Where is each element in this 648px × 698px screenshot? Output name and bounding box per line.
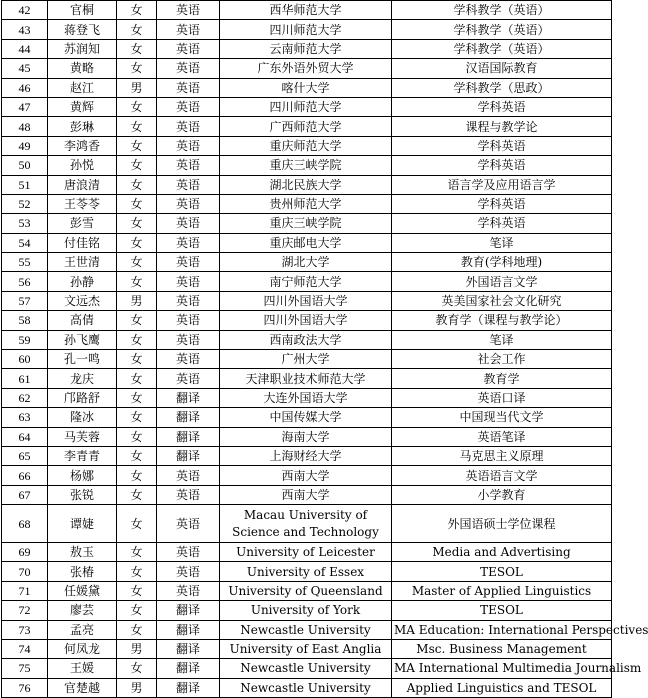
major-cell: 马克思主义原理 bbox=[392, 446, 612, 465]
subject-cell: 英语 bbox=[157, 78, 220, 97]
subject-cell: 英语 bbox=[157, 97, 220, 116]
gender-cell: 女 bbox=[117, 350, 157, 369]
row-number-cell: 58 bbox=[2, 311, 48, 330]
major-cell: 外国语言文学 bbox=[392, 272, 612, 291]
school-cell: 重庆师范大学 bbox=[220, 136, 392, 155]
name-cell: 王媛 bbox=[48, 659, 117, 678]
name-cell: 彭雪 bbox=[48, 214, 117, 233]
name-cell: 马芙蓉 bbox=[48, 427, 117, 446]
major-cell: MA International Multimedia Journalism bbox=[392, 659, 612, 678]
school-cell: 四川外国语大学 bbox=[220, 291, 392, 310]
row-number-cell: 72 bbox=[2, 601, 48, 620]
subject-cell: 英语 bbox=[157, 136, 220, 155]
subject-cell: 英语 bbox=[157, 485, 220, 504]
gender-cell: 女 bbox=[117, 253, 157, 272]
school-cell: 海南大学 bbox=[220, 427, 392, 446]
table-row bbox=[2, 272, 612, 291]
name-cell: 廖芸 bbox=[48, 601, 117, 620]
subject-cell: 英语 bbox=[157, 233, 220, 252]
major-cell: 笔译 bbox=[392, 330, 612, 349]
school-cell bbox=[220, 505, 392, 543]
school-cell: 西南政法大学 bbox=[220, 330, 392, 349]
table-row bbox=[2, 59, 612, 78]
table-row bbox=[2, 678, 612, 697]
row-number-cell: 54 bbox=[2, 233, 48, 252]
school-cell: University of Queensland bbox=[220, 581, 392, 600]
major-cell: Applied Linguistics and TESOL bbox=[392, 678, 612, 697]
major-cell: 学科英语 bbox=[392, 136, 612, 155]
school-cell: 上海财经大学 bbox=[220, 446, 392, 465]
row-number-cell: 50 bbox=[2, 156, 48, 175]
subject-cell: 英语 bbox=[157, 291, 220, 310]
subject-cell: 英语 bbox=[157, 581, 220, 600]
name-cell: 孙悦 bbox=[48, 156, 117, 175]
school-cell: 中国传媒大学 bbox=[220, 408, 392, 427]
row-number-cell: 53 bbox=[2, 214, 48, 233]
name-cell: 付佳铭 bbox=[48, 233, 117, 252]
school-cell: 贵州师范大学 bbox=[220, 194, 392, 213]
major-cell: 课程与教学论 bbox=[392, 117, 612, 136]
gender-cell: 男 bbox=[117, 78, 157, 97]
name-cell: 任媛黛 bbox=[48, 581, 117, 600]
name-cell: 文远杰 bbox=[48, 291, 117, 310]
major-cell: 学科教学（英语） bbox=[392, 39, 612, 58]
name-cell: 蒋登飞 bbox=[48, 20, 117, 39]
major-cell: 学科英语 bbox=[392, 214, 612, 233]
major-cell: 教育学 bbox=[392, 369, 612, 388]
subject-cell: 英语 bbox=[157, 117, 220, 136]
name-cell: 赵江 bbox=[48, 78, 117, 97]
subject-cell: 英语 bbox=[157, 330, 220, 349]
major-cell: 英美国家社会文化研究 bbox=[392, 291, 612, 310]
major-cell: 学科英语 bbox=[392, 156, 612, 175]
table-row bbox=[2, 408, 612, 427]
gender-cell: 女 bbox=[117, 369, 157, 388]
subject-cell: 英语 bbox=[157, 175, 220, 194]
table-row bbox=[2, 117, 612, 136]
gender-cell: 女 bbox=[117, 659, 157, 678]
name-cell: 谭婕 bbox=[48, 505, 117, 543]
gender-cell: 女 bbox=[117, 136, 157, 155]
row-number-cell: 73 bbox=[2, 620, 48, 639]
row-number-cell: 46 bbox=[2, 78, 48, 97]
gender-cell: 男 bbox=[117, 678, 157, 697]
name-cell: 黄辉 bbox=[48, 97, 117, 116]
major-cell: 英语语言文学 bbox=[392, 466, 612, 485]
table-row bbox=[2, 39, 612, 58]
row-number-cell: 47 bbox=[2, 97, 48, 116]
school-cell: 四川师范大学 bbox=[220, 20, 392, 39]
row-number-cell: 71 bbox=[2, 581, 48, 600]
gender-cell: 女 bbox=[117, 59, 157, 78]
subject-cell: 英语 bbox=[157, 350, 220, 369]
school-cell: 天津职业技术师范大学 bbox=[220, 369, 392, 388]
subject-cell: 英语 bbox=[157, 542, 220, 561]
gender-cell: 女 bbox=[117, 388, 157, 407]
school-cell: 南宁师范大学 bbox=[220, 272, 392, 291]
subject-cell: 英语 bbox=[157, 59, 220, 78]
table-row bbox=[2, 427, 612, 446]
gender-cell: 女 bbox=[117, 97, 157, 116]
name-cell: 张椿 bbox=[48, 562, 117, 581]
table-row bbox=[2, 175, 612, 194]
name-cell: 彭琳 bbox=[48, 117, 117, 136]
roster-body bbox=[2, 1, 648, 698]
gender-cell: 女 bbox=[117, 601, 157, 620]
school-cell: 四川师范大学 bbox=[220, 97, 392, 116]
table-row bbox=[2, 1, 612, 20]
school-cell: 重庆三峡学院 bbox=[220, 156, 392, 175]
table-row bbox=[2, 253, 612, 272]
row-number-cell: 56 bbox=[2, 272, 48, 291]
subject-cell: 翻译 bbox=[157, 678, 220, 697]
row-number-cell: 59 bbox=[2, 330, 48, 349]
row-number-cell: 66 bbox=[2, 466, 48, 485]
major-cell: 社会工作 bbox=[392, 350, 612, 369]
school-cell: 四川外国语大学 bbox=[220, 311, 392, 330]
row-number-cell: 61 bbox=[2, 369, 48, 388]
name-cell: 王世清 bbox=[48, 253, 117, 272]
subject-cell: 英语 bbox=[157, 1, 220, 20]
school-cell: 广西师范大学 bbox=[220, 117, 392, 136]
table-row bbox=[2, 466, 612, 485]
gender-cell: 女 bbox=[117, 1, 157, 20]
table-row bbox=[2, 78, 612, 97]
subject-cell: 翻译 bbox=[157, 601, 220, 620]
gender-cell: 女 bbox=[117, 562, 157, 581]
school-cell: 湖北民族大学 bbox=[220, 175, 392, 194]
table-row bbox=[2, 330, 612, 349]
row-number-cell: 52 bbox=[2, 194, 48, 213]
school-cell: University of York bbox=[220, 601, 392, 620]
school-cell: University of Leicester bbox=[220, 542, 392, 561]
table-row bbox=[2, 156, 612, 175]
name-cell: 龙庆 bbox=[48, 369, 117, 388]
row-number-cell: 42 bbox=[2, 1, 48, 20]
gender-cell: 男 bbox=[117, 291, 157, 310]
gender-cell: 女 bbox=[117, 156, 157, 175]
gender-cell: 女 bbox=[117, 272, 157, 291]
gender-cell: 女 bbox=[117, 194, 157, 213]
row-number-cell: 51 bbox=[2, 175, 48, 194]
table-row bbox=[2, 542, 612, 561]
table-row bbox=[2, 97, 612, 116]
subject-cell: 英语 bbox=[157, 562, 220, 581]
gender-cell: 女 bbox=[117, 408, 157, 427]
school-cell: 湖北大学 bbox=[220, 253, 392, 272]
major-cell: 中国现当代文学 bbox=[392, 408, 612, 427]
school-cell: 重庆邮电大学 bbox=[220, 233, 392, 252]
table-row bbox=[2, 562, 612, 581]
row-number-cell: 62 bbox=[2, 388, 48, 407]
school-cell: Newcastle University bbox=[220, 659, 392, 678]
subject-cell: 翻译 bbox=[157, 427, 220, 446]
subject-cell: 翻译 bbox=[157, 620, 220, 639]
gender-cell: 女 bbox=[117, 175, 157, 194]
gender-cell: 女 bbox=[117, 466, 157, 485]
major-cell: 英语口译 bbox=[392, 388, 612, 407]
major-cell: 英语笔译 bbox=[392, 427, 612, 446]
row-number-cell: 49 bbox=[2, 136, 48, 155]
gender-cell: 男 bbox=[117, 639, 157, 658]
row-number-cell: 70 bbox=[2, 562, 48, 581]
major-cell: 学科教学（英语） bbox=[392, 20, 612, 39]
row-number-cell: 55 bbox=[2, 253, 48, 272]
table-row bbox=[2, 350, 612, 369]
school-cell: Newcastle University bbox=[220, 678, 392, 697]
row-number-cell: 69 bbox=[2, 542, 48, 561]
row-number-cell: 48 bbox=[2, 117, 48, 136]
school-cell: 重庆三峡学院 bbox=[220, 214, 392, 233]
gender-cell: 女 bbox=[117, 214, 157, 233]
gender-cell: 女 bbox=[117, 330, 157, 349]
subject-cell: 翻译 bbox=[157, 659, 220, 678]
name-cell: 杨娜 bbox=[48, 466, 117, 485]
major-cell: TESOL bbox=[392, 562, 612, 581]
school-text: Macau University of Science and Technology bbox=[232, 507, 379, 539]
row-number-cell: 63 bbox=[2, 408, 48, 427]
name-cell: 王苓苓 bbox=[48, 194, 117, 213]
subject-cell: 英语 bbox=[157, 311, 220, 330]
major-cell: 语言学及应用语言学 bbox=[392, 175, 612, 194]
gender-cell: 女 bbox=[117, 542, 157, 561]
subject-cell: 英语 bbox=[157, 369, 220, 388]
name-cell: 唐浪清 bbox=[48, 175, 117, 194]
subject-cell: 翻译 bbox=[157, 446, 220, 465]
major-cell: 学科教学（英语） bbox=[392, 1, 612, 20]
name-cell: 孙飞鹰 bbox=[48, 330, 117, 349]
school-cell: 广东外语外贸大学 bbox=[220, 59, 392, 78]
major-cell: 学科英语 bbox=[392, 194, 612, 213]
gender-cell: 女 bbox=[117, 39, 157, 58]
gender-cell: 女 bbox=[117, 505, 157, 543]
table-row bbox=[2, 639, 612, 658]
subject-cell: 英语 bbox=[157, 505, 220, 543]
row-number-cell: 76 bbox=[2, 678, 48, 697]
row-number-cell: 75 bbox=[2, 659, 48, 678]
subject-cell: 英语 bbox=[157, 466, 220, 485]
subject-cell: 英语 bbox=[157, 214, 220, 233]
school-cell: Newcastle University bbox=[220, 620, 392, 639]
gender-cell: 女 bbox=[117, 311, 157, 330]
roster-table bbox=[1, 0, 648, 698]
table-row bbox=[2, 659, 612, 678]
name-cell: 苏润知 bbox=[48, 39, 117, 58]
name-cell: 敖玉 bbox=[48, 542, 117, 561]
major-cell: 汉语国际教育 bbox=[392, 59, 612, 78]
name-cell: 官桐 bbox=[48, 1, 117, 20]
major-cell: 小学教育 bbox=[392, 485, 612, 504]
major-cell: Master of Applied Linguistics bbox=[392, 581, 612, 600]
table-row bbox=[2, 194, 612, 213]
row-number-cell: 64 bbox=[2, 427, 48, 446]
major-cell: Media and Advertising bbox=[392, 542, 612, 561]
table-row bbox=[2, 369, 612, 388]
name-cell: 李青青 bbox=[48, 446, 117, 465]
row-number-cell: 74 bbox=[2, 639, 48, 658]
row-number-cell: 68 bbox=[2, 505, 48, 543]
school-cell: 大连外国语大学 bbox=[220, 388, 392, 407]
name-cell: 隆冰 bbox=[48, 408, 117, 427]
subject-cell: 英语 bbox=[157, 272, 220, 291]
major-cell: 教育(学科地理) bbox=[392, 253, 612, 272]
school-cell: 广州大学 bbox=[220, 350, 392, 369]
school-cell: 西南大学 bbox=[220, 485, 392, 504]
name-cell: 李鸿香 bbox=[48, 136, 117, 155]
subject-cell: 翻译 bbox=[157, 639, 220, 658]
name-cell: 孟亮 bbox=[48, 620, 117, 639]
table-row bbox=[2, 136, 612, 155]
row-number-cell: 65 bbox=[2, 446, 48, 465]
table-row bbox=[2, 214, 612, 233]
major-cell: MA Education: International Perspectives bbox=[392, 620, 612, 639]
school-cell: University of East Anglia bbox=[220, 639, 392, 658]
table-row bbox=[2, 581, 612, 600]
major-cell: Msc. Business Management bbox=[392, 639, 612, 658]
major-cell: 笔译 bbox=[392, 233, 612, 252]
table-row bbox=[2, 446, 612, 465]
row-number-cell: 45 bbox=[2, 59, 48, 78]
name-cell: 邝路舒 bbox=[48, 388, 117, 407]
table-row bbox=[2, 20, 612, 39]
subject-cell: 英语 bbox=[157, 39, 220, 58]
table-row bbox=[2, 291, 612, 310]
school-cell: 西南大学 bbox=[220, 466, 392, 485]
table-row bbox=[2, 388, 612, 407]
name-cell: 官楚越 bbox=[48, 678, 117, 697]
table-row bbox=[2, 601, 612, 620]
school-cell: 喀什大学 bbox=[220, 78, 392, 97]
school-cell: University of Essex bbox=[220, 562, 392, 581]
major-cell: TESOL bbox=[392, 601, 612, 620]
major-cell: 外国语硕士学位课程 bbox=[392, 505, 612, 543]
major-cell: 学科教学（思政） bbox=[392, 78, 612, 97]
name-cell: 孔一鸣 bbox=[48, 350, 117, 369]
subject-cell: 英语 bbox=[157, 253, 220, 272]
row-number-cell: 67 bbox=[2, 485, 48, 504]
school-cell: 西华师范大学 bbox=[220, 1, 392, 20]
row-number-cell: 44 bbox=[2, 39, 48, 58]
subject-cell: 英语 bbox=[157, 20, 220, 39]
name-cell: 黄略 bbox=[48, 59, 117, 78]
subject-cell: 英语 bbox=[157, 156, 220, 175]
gender-cell: 女 bbox=[117, 233, 157, 252]
table-row bbox=[2, 233, 612, 252]
name-cell: 高倩 bbox=[48, 311, 117, 330]
gender-cell: 女 bbox=[117, 427, 157, 446]
subject-cell: 英语 bbox=[157, 194, 220, 213]
row-number-cell: 60 bbox=[2, 350, 48, 369]
school-cell: 云南师范大学 bbox=[220, 39, 392, 58]
gender-cell: 女 bbox=[117, 20, 157, 39]
subject-cell: 翻译 bbox=[157, 388, 220, 407]
table-row bbox=[2, 311, 612, 330]
major-cell: 教育学（课程与教学论） bbox=[392, 311, 612, 330]
gender-cell: 女 bbox=[117, 620, 157, 639]
table-row bbox=[2, 620, 612, 639]
row-number-cell: 57 bbox=[2, 291, 48, 310]
table-row bbox=[2, 485, 612, 504]
gender-cell: 女 bbox=[117, 581, 157, 600]
name-cell: 孙静 bbox=[48, 272, 117, 291]
gender-cell: 女 bbox=[117, 485, 157, 504]
subject-cell: 翻译 bbox=[157, 408, 220, 427]
table-row bbox=[2, 505, 612, 543]
gender-cell: 女 bbox=[117, 117, 157, 136]
gender-cell: 女 bbox=[117, 446, 157, 465]
row-number-cell: 43 bbox=[2, 20, 48, 39]
name-cell: 何凤龙 bbox=[48, 639, 117, 658]
major-cell: 学科英语 bbox=[392, 97, 612, 116]
name-cell: 张锐 bbox=[48, 485, 117, 504]
